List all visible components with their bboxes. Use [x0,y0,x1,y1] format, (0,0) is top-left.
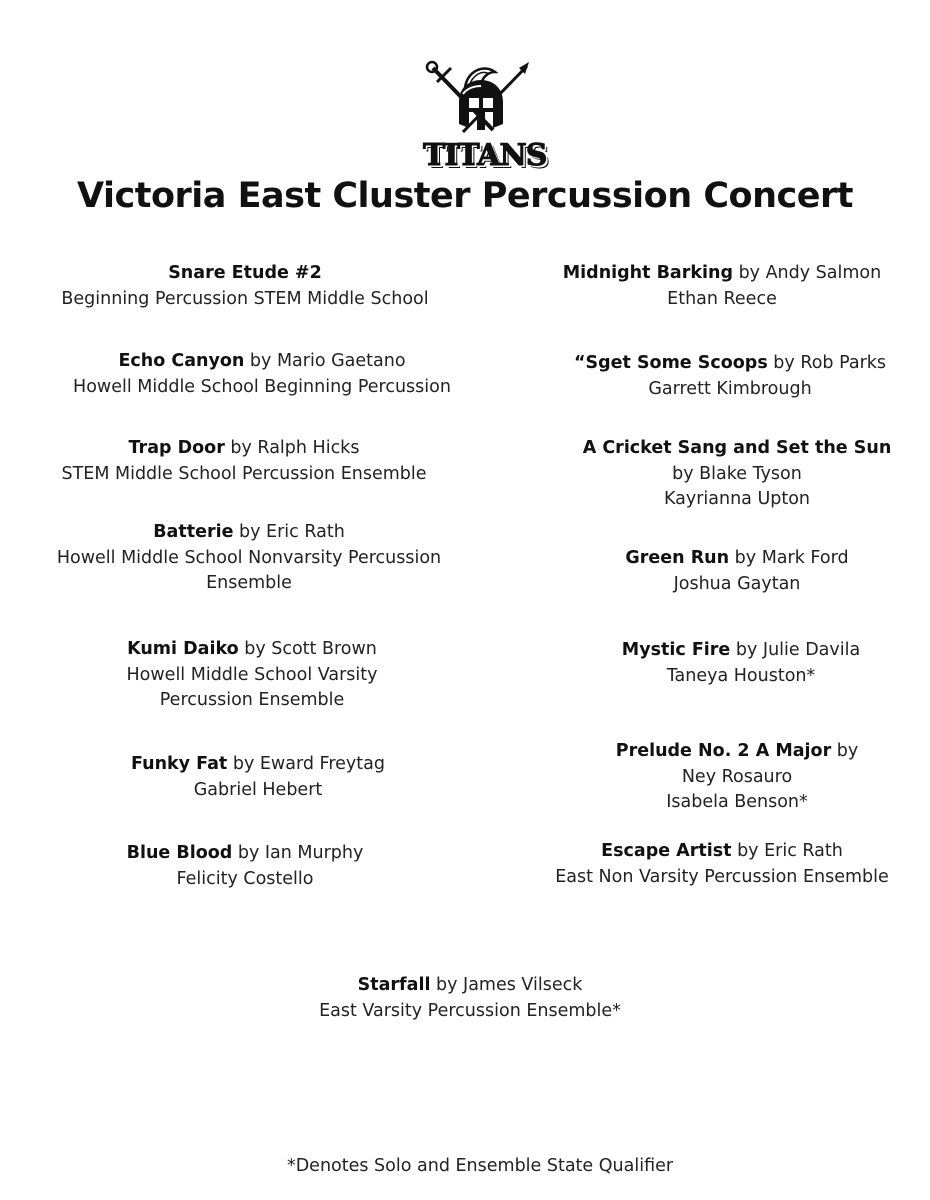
piece-title: Escape Artist [601,841,732,861]
composer: by Julie Davila [730,640,861,660]
piece-title: Prelude No. 2 A Major [615,741,832,761]
performer: Howell Middle School Nonvarsity Percussion [56,547,442,568]
composer: by Andy Salmon [733,263,882,283]
piece-title: Starfall [357,975,431,995]
program-entry [532,839,912,890]
program-entry [42,349,482,400]
performer: Ethan Reece [667,288,777,309]
helmet-icon [423,58,533,148]
program-entry [562,546,912,597]
performer: Kayrianna Upton [663,489,811,509]
composer: by James Vilseck [430,975,583,995]
composer: by Rob Parks [767,353,887,373]
program-entry [34,520,464,597]
performer: Garrett Kimbrough [648,378,812,399]
piece-title: Trap Door [128,438,225,458]
performer: Howell Middle School Beginning Percussion [73,376,451,397]
program-entry [62,637,442,714]
program-entry-finale [265,973,675,1024]
program-entry [88,752,428,803]
piece-title: Kumi Daiko [127,639,239,659]
composer: by Mario Gaetano [244,351,406,371]
performer: Joshua Gaytan [673,573,801,594]
footnote: *Denotes Solo and Ensemble State Qualifier [286,1156,674,1176]
performer: Ney Rosauro [681,766,793,787]
composer: by Eric Rath [731,841,843,861]
piece-title: Snare Etude #2 [168,263,322,283]
page-title: Victoria East Cluster Percussion Concert [77,176,853,216]
performer: East Non Varsity Percussion Ensemble [555,866,889,887]
composer: by Scott Brown [238,639,377,659]
program-entry [40,261,450,312]
performer: Gabriel Hebert [193,779,323,800]
composer: by Ian Murphy [232,843,364,863]
performer: Taneya Houston* [666,665,816,686]
piece-title: Batterie [153,522,234,542]
performer: Beginning Percussion STEM Middle School [61,288,429,309]
program-entry [532,261,912,312]
performer: East Varsity Percussion Ensemble* [319,1000,621,1021]
performer: Felicity Costello [176,868,314,889]
program-entry [80,841,410,892]
performer: Percussion Ensemble [159,690,345,710]
piece-title: Funky Fat [131,754,228,774]
program-entry [547,436,927,513]
composer: by Ralph Hicks [224,438,360,458]
piece-title: “Sget Some Scoops [573,353,768,373]
program-entry [562,739,912,816]
program-entry [566,638,916,689]
performer: by Blake Tyson [672,463,802,484]
piece-title: Green Run [625,548,730,568]
composer: by Mark Ford [729,548,849,568]
composer: by Eric Rath [233,522,345,542]
composer: by Eward Freytag [227,754,385,774]
piece-title: Mystic Fire [621,640,731,660]
piece-title: A Cricket Sang and Set the Sun [582,438,892,458]
piece-title: Blue Blood [126,843,233,863]
performer: Howell Middle School Varsity [126,664,378,685]
program-entry [540,351,920,402]
piece-title: Echo Canyon [118,351,245,371]
composer: by [831,741,859,761]
piece-title: Midnight Barking [562,263,733,283]
performer: Isabela Benson* [666,792,808,812]
titans-logo [423,58,547,176]
logo-wordmark: TITANS [423,138,547,173]
performer: Ensemble [206,573,292,593]
performer: STEM Middle School Percussion Ensemble [61,463,427,484]
program-entry [34,436,454,487]
